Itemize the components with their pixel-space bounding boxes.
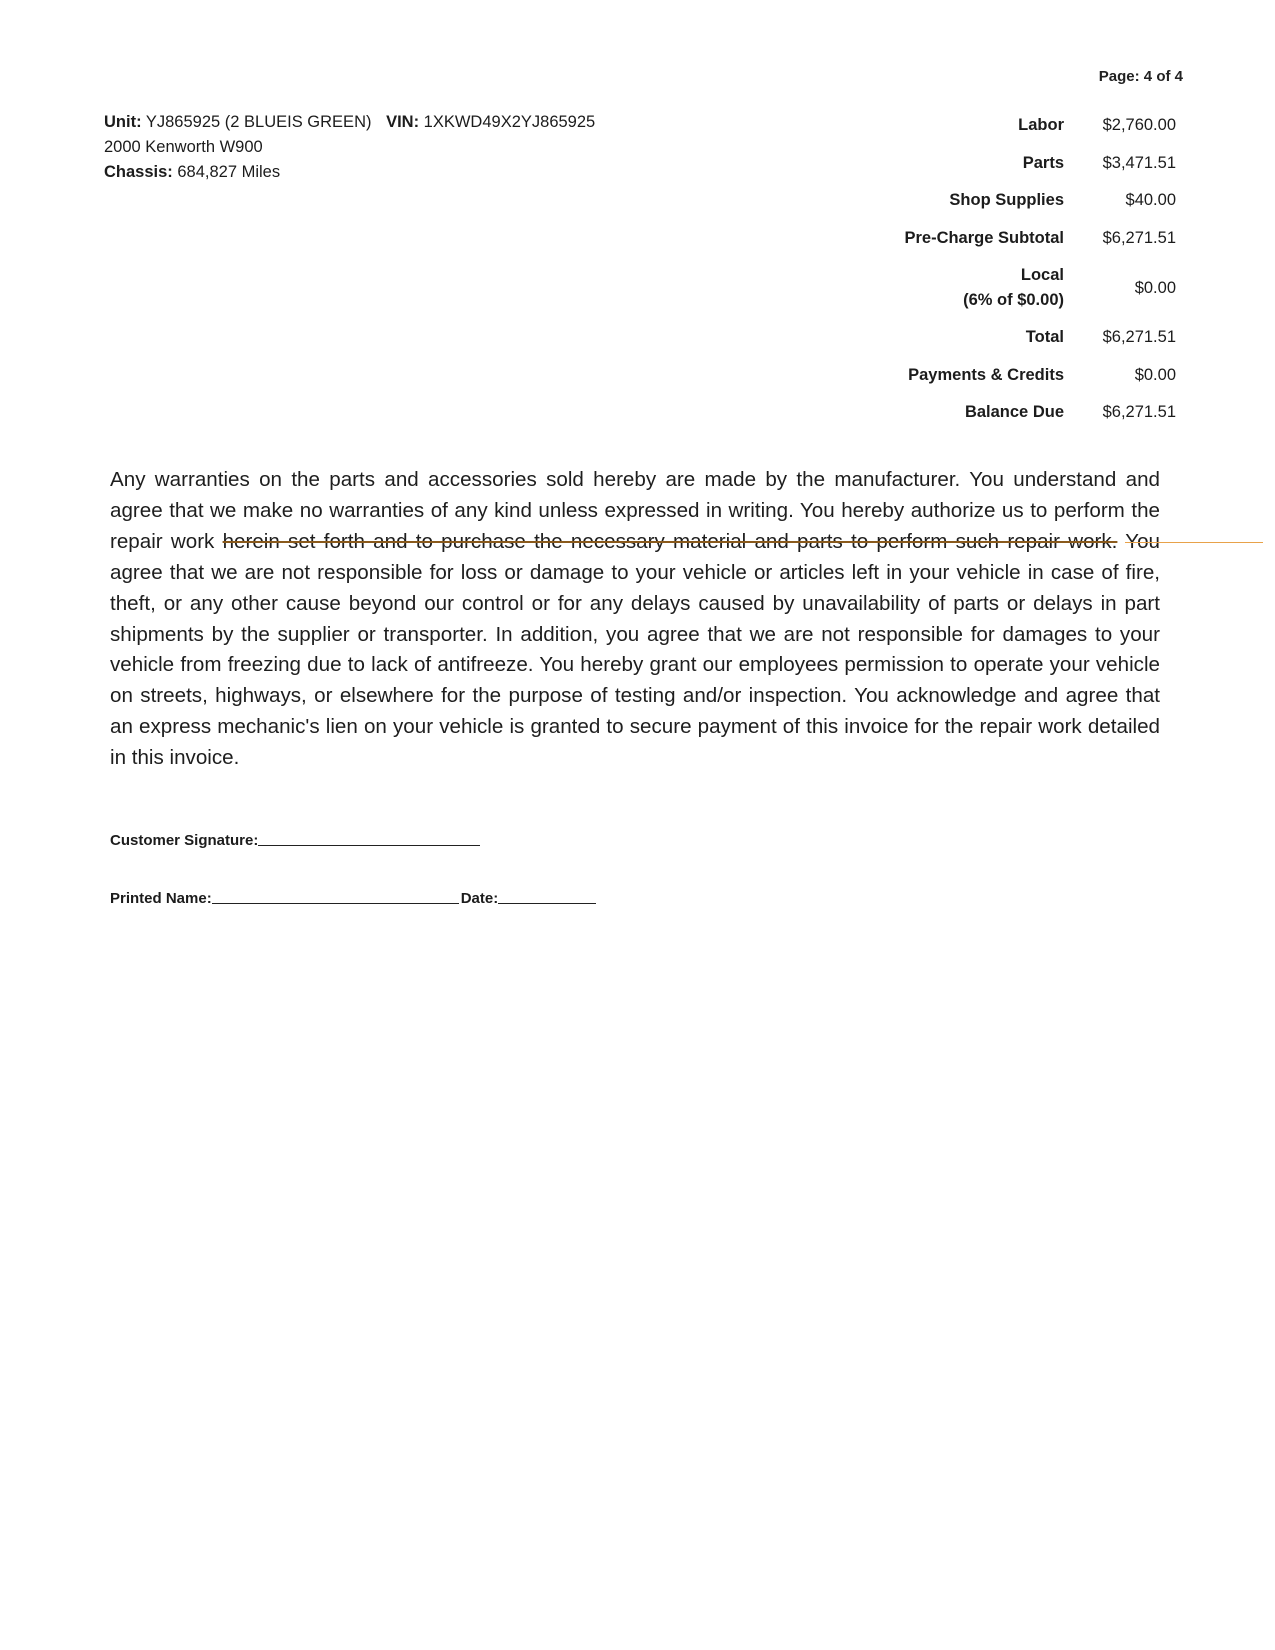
vin-value: 1XKWD49X2YJ865925 <box>423 113 596 131</box>
totals-amount: $6,271.51 <box>1102 403 1176 422</box>
totals-row-pre-charge-subtotal <box>860 220 1180 258</box>
local-tax-sublabel: (6% of $0.00) <box>963 291 1064 309</box>
totals-label <box>860 263 1064 313</box>
chassis-value: 684,827 Miles <box>177 163 281 181</box>
chassis-label: Chassis: <box>104 163 173 181</box>
printed-name-label: Printed Name: <box>110 890 212 907</box>
unit-info <box>104 110 595 185</box>
totals-label: Total <box>1025 328 1064 347</box>
totals-row-labor <box>860 107 1180 145</box>
totals-amount: $2,760.00 <box>1102 116 1176 135</box>
customer-signature-line[interactable] <box>258 844 480 846</box>
totals-amount: $6,271.51 <box>1102 228 1176 247</box>
totals-amount: $40.00 <box>1125 191 1176 210</box>
warranty-text: You agree that we are not responsible for loss or damage to your vehicle or articles left in your vehicle in case of fire, theft, or any other cause beyond our control or for any delays caused by unavailability of parts or delays in part shipments by the supplier or transporter. In addition, you agree that we are not responsible for damages to your vehicle from freezing due to lack of antifreeze. You hereby grant our employees permission to operate your vehicle on streets, highways, or elsewhere for the purpose of testing and/or inspection. You acknowledge and agree that an express mechanic's lien on your vehicle is granted to secure payment of this invoice for the repair work detailed in this invoice. <box>110 529 1161 770</box>
totals-amount: $0.00 <box>1134 365 1176 384</box>
totals-row-shop-supplies <box>860 182 1180 220</box>
customer-signature-row <box>110 832 480 849</box>
totals-row-balance-due <box>860 394 1180 432</box>
totals-label: Parts <box>1022 153 1064 172</box>
totals-amount: $6,271.51 <box>1102 328 1176 347</box>
warranty-disclaimer <box>110 465 1160 774</box>
totals-label: Pre-Charge Subtotal <box>904 228 1064 247</box>
totals-row-parts <box>860 145 1180 183</box>
totals-row-payments-credits <box>860 357 1180 395</box>
totals-amount: $0.00 <box>1134 278 1176 297</box>
printed-name-line[interactable] <box>212 902 459 904</box>
totals-row-local-tax <box>860 257 1180 319</box>
orange-scan-line <box>1125 542 1263 543</box>
totals-table <box>860 107 1180 432</box>
unit-label: Unit: <box>104 113 142 131</box>
date-label: Date: <box>460 890 499 907</box>
totals-label: Payments & Credits <box>908 365 1064 384</box>
totals-amount: $3,471.51 <box>1102 153 1176 172</box>
printed-name-row <box>110 890 596 907</box>
date-line[interactable] <box>498 902 596 904</box>
unit-line <box>104 110 595 135</box>
vin-label: VIN: <box>386 113 420 131</box>
page-number: Page: 4 of 4 <box>1098 68 1183 85</box>
totals-row-total <box>860 319 1180 357</box>
warranty-text: Any warranties on the parts and accessories sold hereby are made by the manufacturer. You understand and agree that we make no warranties of any kind unless expressed in writing. You hereby authorize us to perform the repair work <box>110 468 1160 553</box>
unit-value: YJ865925 (2 BLUEIS GREEN) <box>145 113 372 131</box>
local-tax-label: Local <box>1020 266 1064 284</box>
warranty-struck-text: herein set forth and to purchase the necessary material and parts to perform such repair work. <box>222 529 1118 553</box>
customer-signature-label: Customer Signature: <box>110 832 259 849</box>
vehicle-model: 2000 Kenworth W900 <box>104 138 263 156</box>
chassis-line <box>104 160 595 185</box>
totals-label: Labor <box>1018 116 1064 135</box>
totals-label: Balance Due <box>964 403 1064 422</box>
totals-label: Shop Supplies <box>949 191 1064 210</box>
